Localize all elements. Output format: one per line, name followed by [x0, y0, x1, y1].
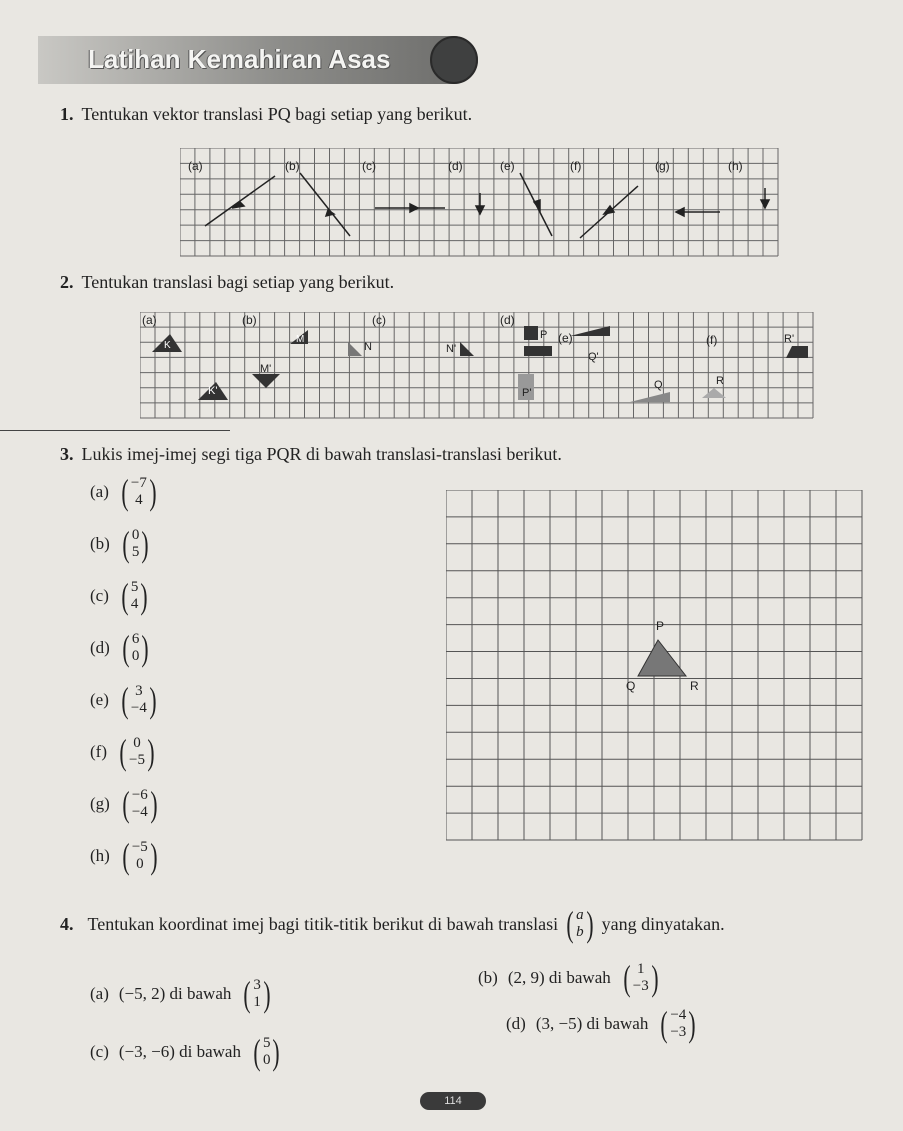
q4-vector-c: ( 5 0 ) — [253, 1032, 281, 1072]
q3-triangle-pqr — [638, 640, 686, 676]
q2-label-a: (a) — [142, 313, 157, 327]
banner-circle — [430, 36, 478, 84]
q3-vector-g: ( −6 −4 ) — [122, 784, 158, 824]
page-number: 114 — [420, 1092, 486, 1110]
q2-label-b: (b) — [242, 313, 257, 327]
q1-label-g: (g) — [655, 159, 670, 173]
q4-general-vector: ( a b ) — [566, 904, 594, 944]
q3-point-p: P — [656, 619, 665, 633]
q4-vector-b: ( 1 −3 ) — [623, 958, 659, 998]
q3-vector-f: ( 0 −5 ) — [119, 732, 155, 772]
q2-grid — [140, 312, 815, 422]
q3-vector-c: ( 5 4 ) — [121, 576, 148, 616]
q1-vector-b — [300, 173, 350, 236]
q2-point-m: M — [296, 334, 305, 345]
q1-label-e: (e) — [500, 159, 515, 173]
question-1: 1. Tentukan vektor translasi PQ bagi setiap yang berikut. — [60, 104, 473, 124]
q2-trapezium-r — [702, 388, 726, 398]
q2-point-q: Q — [654, 379, 663, 391]
q2-trapezium-r-image — [786, 346, 808, 358]
q2-shape-q-small — [630, 392, 670, 402]
q3-item-d: (d) ( 6 0 ) — [90, 630, 151, 666]
q4-vector-d: ( −4 −3 ) — [660, 1004, 696, 1044]
q1-arrowhead-g — [676, 208, 684, 216]
q3-vector-a: ( −7 4 ) — [121, 472, 157, 512]
q3-item-e: (e) ( 3 −4 ) — [90, 682, 159, 718]
question-3: 3. Lukis imej-imej segi tiga PQR di bawah translasi-translasi berikut. — [60, 444, 562, 464]
q4-item-d: (d) (3, −5) di bawah ( −4 −3 ) — [506, 1006, 698, 1042]
q4-vector-a: ( 3 1 ) — [243, 974, 271, 1014]
q3-item-c: (c) ( 5 4 ) — [90, 578, 150, 614]
q3-vector-b: ( 0 5 ) — [122, 524, 149, 564]
q2-point-k-image: K' — [208, 385, 218, 397]
q3-item-g: (g) ( −6 −4 ) — [90, 786, 160, 822]
q2-point-r: R — [716, 375, 724, 387]
q2-point-n: N — [364, 341, 372, 353]
q2-point-n-image: N' — [446, 343, 457, 355]
q2-label-f: (f) — [706, 333, 718, 347]
q2-shape-n-image — [460, 342, 474, 356]
q2-triangle-m-image — [252, 374, 280, 388]
q4-item-c: (c) (−3, −6) di bawah ( 5 0 ) — [90, 1034, 282, 1070]
q1-arrowhead-e — [534, 200, 540, 210]
q2-label-d: (d) — [500, 313, 515, 327]
q2-label-c: (c) — [372, 313, 386, 327]
q2-point-k: K — [164, 340, 171, 351]
q1-arrowhead-c — [410, 204, 418, 212]
question-4: 4. Tentukan koordinat imej bagi titik-titik berikut di bawah translasi ( a b ) yang dinyatakan. — [60, 904, 725, 944]
q2-rect-q-image — [524, 346, 552, 356]
q2-shape-n — [348, 342, 362, 356]
q1-grid — [180, 148, 780, 258]
q3-vector-h: ( −5 0 ) — [122, 836, 158, 876]
q2-point-r-image: R' — [784, 333, 795, 345]
q2-label-e: (e) — [558, 331, 573, 345]
q1-label-f: (f) — [570, 159, 582, 173]
q3-vector-e: ( 3 −4 ) — [121, 680, 157, 720]
q3-point-q: Q — [626, 679, 636, 693]
q1-label-c: (c) — [362, 159, 376, 173]
q3-vector-d: ( 6 0 ) — [122, 628, 149, 668]
section-divider — [0, 430, 230, 431]
q2-point-p-image: P' — [522, 387, 532, 399]
q3-point-r: R — [690, 679, 699, 693]
q4-item-a: (a) (−5, 2) di bawah ( 3 1 ) — [90, 976, 273, 1012]
q1-arrowhead-d — [476, 206, 484, 214]
q3-item-b: (b) ( 0 5 ) — [90, 526, 151, 562]
q2-point-q-image: Q' — [588, 351, 599, 363]
section-title: Latihan Kemahiran Asas — [88, 44, 391, 74]
q2-point-p: P — [540, 329, 548, 341]
q1-arrowhead-h — [761, 200, 769, 208]
q2-point-m-image: M' — [260, 363, 272, 375]
q4-item-b: (b) (2, 9) di bawah ( 1 −3 ) — [478, 960, 661, 996]
q1-label-d: (d) — [448, 159, 463, 173]
question-2: 2. Tentukan translasi bagi setiap yang berikut. — [60, 272, 395, 292]
q2-square-p — [524, 326, 538, 340]
q3-item-f: (f) ( 0 −5 ) — [90, 734, 157, 770]
q1-label-a: (a) — [188, 159, 203, 173]
q1-label-b: (b) — [285, 159, 300, 173]
q3-item-h: (h) ( −5 0 ) — [90, 838, 160, 874]
q1-label-h: (h) — [728, 159, 743, 173]
q3-grid — [446, 490, 864, 842]
q3-item-a: (a) ( −7 4 ) — [90, 474, 159, 510]
